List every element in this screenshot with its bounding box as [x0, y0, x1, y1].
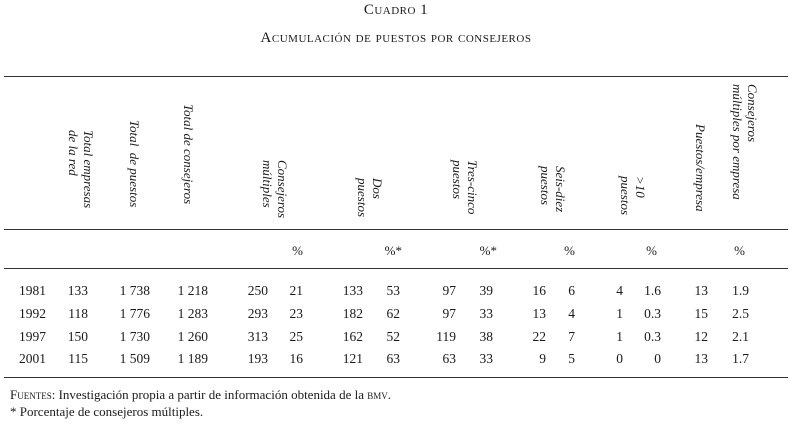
cell-year: 2001 [19, 351, 46, 366]
cell-multiples-n: 193 [247, 351, 268, 366]
cell-tres-pct: 33 [479, 306, 493, 321]
cell-tres-n: 119 [436, 329, 456, 344]
pct-label-tres: %* [479, 243, 497, 258]
cell-puestos-empresa: 13 [694, 351, 708, 366]
cell-seis-n: 22 [532, 329, 546, 344]
top-rule [4, 76, 788, 77]
cell-puestos-empresa: 15 [694, 306, 708, 321]
cell-seis-n: 16 [532, 283, 546, 298]
cell-consejeros-empresa: 2.1 [732, 329, 749, 344]
cell-mas-n: 1 [616, 306, 623, 321]
table-title: Acumulación de puestos por consejeros [260, 30, 532, 46]
pct-label-multiples: % [292, 243, 303, 258]
cell-dos-n: 121 [342, 351, 363, 366]
cell-seis-pct: 6 [568, 283, 575, 298]
cell-total-puestos: 1 738 [119, 283, 150, 298]
cell-mas-n: 1 [616, 329, 623, 344]
pct-label-dos: %* [384, 243, 402, 258]
header-puestos-empresa: Puestos/empresa [693, 124, 708, 212]
cell-tres-pct: 39 [479, 283, 493, 298]
cell-seis-pct: 5 [568, 351, 575, 366]
header-total-consejeros: Total de consejeros [181, 104, 196, 205]
cell-total-puestos: 1 776 [119, 306, 150, 321]
cell-total-consejeros: 1 218 [177, 283, 208, 298]
header-consejeros-multiples: Consejeros múltiples [260, 160, 290, 219]
cell-seis-pct: 7 [568, 329, 575, 344]
cell-puestos-empresa: 13 [694, 283, 708, 298]
cell-total-empresas: 118 [68, 306, 88, 321]
cell-seis-n: 9 [539, 351, 546, 366]
cell-total-consejeros: 1 260 [177, 329, 208, 344]
cell-multiples-n: 293 [247, 306, 268, 321]
cell-tres-pct: 38 [479, 329, 493, 344]
cell-dos-n: 182 [342, 306, 363, 321]
header-tres-cinco: Tres-cinco puestos [450, 160, 480, 215]
table-number: Cuadro 1 [363, 2, 429, 18]
pct-label-mas: % [646, 243, 657, 258]
cell-multiples-n: 250 [247, 283, 268, 298]
pct-label-consejeros-empresa: % [734, 243, 745, 258]
sources-text: Investigación propia a partir de información obtenida de la [55, 387, 368, 402]
cell-mas-n: 4 [616, 283, 623, 298]
cell-dos-pct: 62 [386, 306, 400, 321]
cell-total-consejeros: 1 189 [177, 351, 208, 366]
cell-total-puestos: 1 509 [119, 351, 150, 366]
cell-seis-n: 13 [532, 306, 546, 321]
percent-rule [4, 268, 788, 269]
sources-bmv: bmv [367, 387, 388, 402]
cell-puestos-empresa: 12 [694, 329, 708, 344]
cell-mas-pct: 0.3 [644, 329, 661, 344]
cell-total-empresas: 133 [67, 283, 88, 298]
sources-note [10, 387, 391, 403]
cell-consejeros-empresa: 2.5 [732, 306, 749, 321]
cell-tres-n: 97 [442, 306, 456, 321]
header-mas-diez: >10 puestos [618, 176, 648, 215]
cell-multiples-pct: 23 [289, 306, 303, 321]
cell-dos-n: 133 [342, 283, 363, 298]
cell-mas-pct: 0.3 [644, 306, 661, 321]
cell-total-puestos: 1 730 [119, 329, 150, 344]
cell-tres-n: 63 [442, 351, 456, 366]
sources-end: . [387, 387, 391, 402]
header-total-puestos: Total de puestos [127, 120, 142, 208]
cell-year: 1992 [19, 306, 46, 321]
cell-dos-n: 162 [342, 329, 363, 344]
cell-total-consejeros: 1 283 [177, 306, 208, 321]
cell-consejeros-empresa: 1.9 [732, 283, 749, 298]
header-consejeros-empresa: Consejeros múltiples por empresa [730, 84, 760, 200]
cell-total-empresas: 150 [67, 329, 88, 344]
cell-consejeros-empresa: 1.7 [732, 351, 749, 366]
cell-seis-pct: 4 [568, 306, 575, 321]
cell-multiples-n: 313 [247, 329, 268, 344]
cell-multiples-pct: 25 [289, 329, 303, 344]
cell-mas-pct: 0 [654, 351, 661, 366]
cell-year: 1997 [19, 329, 46, 344]
cell-year: 1981 [19, 283, 46, 298]
cell-dos-pct: 53 [386, 283, 400, 298]
asterisk-note: * Porcentaje de consejeros múltiples. [10, 404, 204, 419]
cell-total-empresas: 115 [68, 351, 88, 366]
header-dos-puestos: Dos puestos [355, 178, 385, 217]
header-rule [4, 229, 788, 230]
cell-tres-pct: 33 [479, 351, 493, 366]
cell-multiples-pct: 16 [289, 351, 303, 366]
header-seis-diez: Seis-diez puestos [538, 166, 568, 213]
bottom-rule [4, 377, 788, 378]
header-total-empresas: Total empresas de la red [66, 130, 96, 209]
sources-label: Fuentes: [10, 387, 56, 402]
cell-mas-n: 0 [616, 351, 623, 366]
cell-tres-n: 97 [442, 283, 456, 298]
cell-multiples-pct: 21 [289, 283, 303, 298]
cell-dos-pct: 52 [386, 329, 400, 344]
pct-label-seis: % [564, 243, 575, 258]
cell-mas-pct: 1.6 [644, 283, 661, 298]
cell-dos-pct: 63 [386, 351, 400, 366]
